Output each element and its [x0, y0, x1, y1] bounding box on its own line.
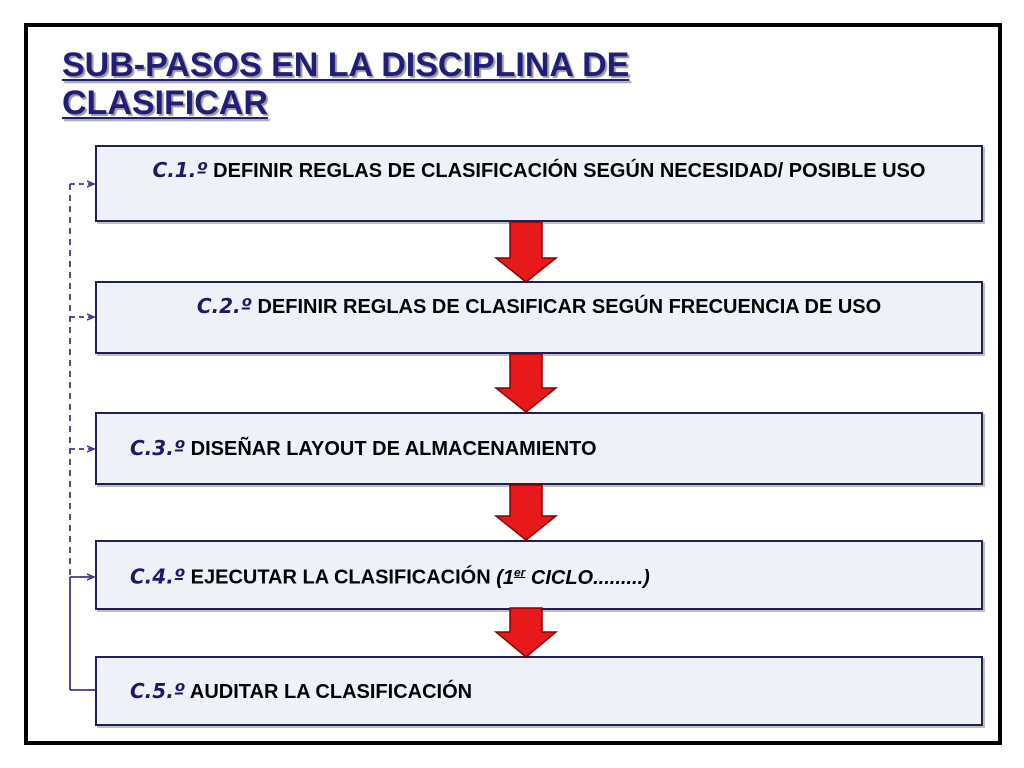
step-note-open: (1 — [496, 566, 514, 589]
slide-frame — [24, 23, 1002, 745]
step-box-c2 — [95, 281, 983, 354]
step-note-close: CICLO.........) — [525, 566, 650, 589]
step-code: C.1.º — [152, 158, 208, 182]
step-text: EJECUTAR LA CLASIFICACIÓN — [185, 566, 497, 589]
step-text: DISEÑAR LAYOUT DE ALMACENAMIENTO — [185, 438, 597, 460]
step-box-c3 — [95, 412, 983, 485]
step-box-c1 — [95, 145, 983, 222]
step-note — [496, 567, 650, 589]
step-text: DEFINIR REGLAS DE CLASIFICACIÓN SEGÚN NECESIDAD/ POSIBLE USO — [207, 160, 926, 182]
step-note-superscript: er — [514, 565, 526, 580]
step-text: DEFINIR REGLAS DE CLASIFICAR SEGÚN FRECUENCIA DE USO — [251, 296, 882, 318]
step-box-c4 — [95, 540, 983, 610]
step-box-c5 — [95, 656, 983, 726]
step-code: C.5.º — [130, 678, 186, 703]
step-code: C.2.º — [196, 294, 252, 318]
slide-title: SUB-PASOS EN LA DISCIPLINA DE CLASIFICAR — [62, 46, 630, 122]
step-code: C.3.º — [130, 436, 186, 460]
step-text: AUDITAR LA CLASIFICACIÓN — [185, 680, 473, 703]
step-code: C.4.º — [130, 564, 186, 589]
